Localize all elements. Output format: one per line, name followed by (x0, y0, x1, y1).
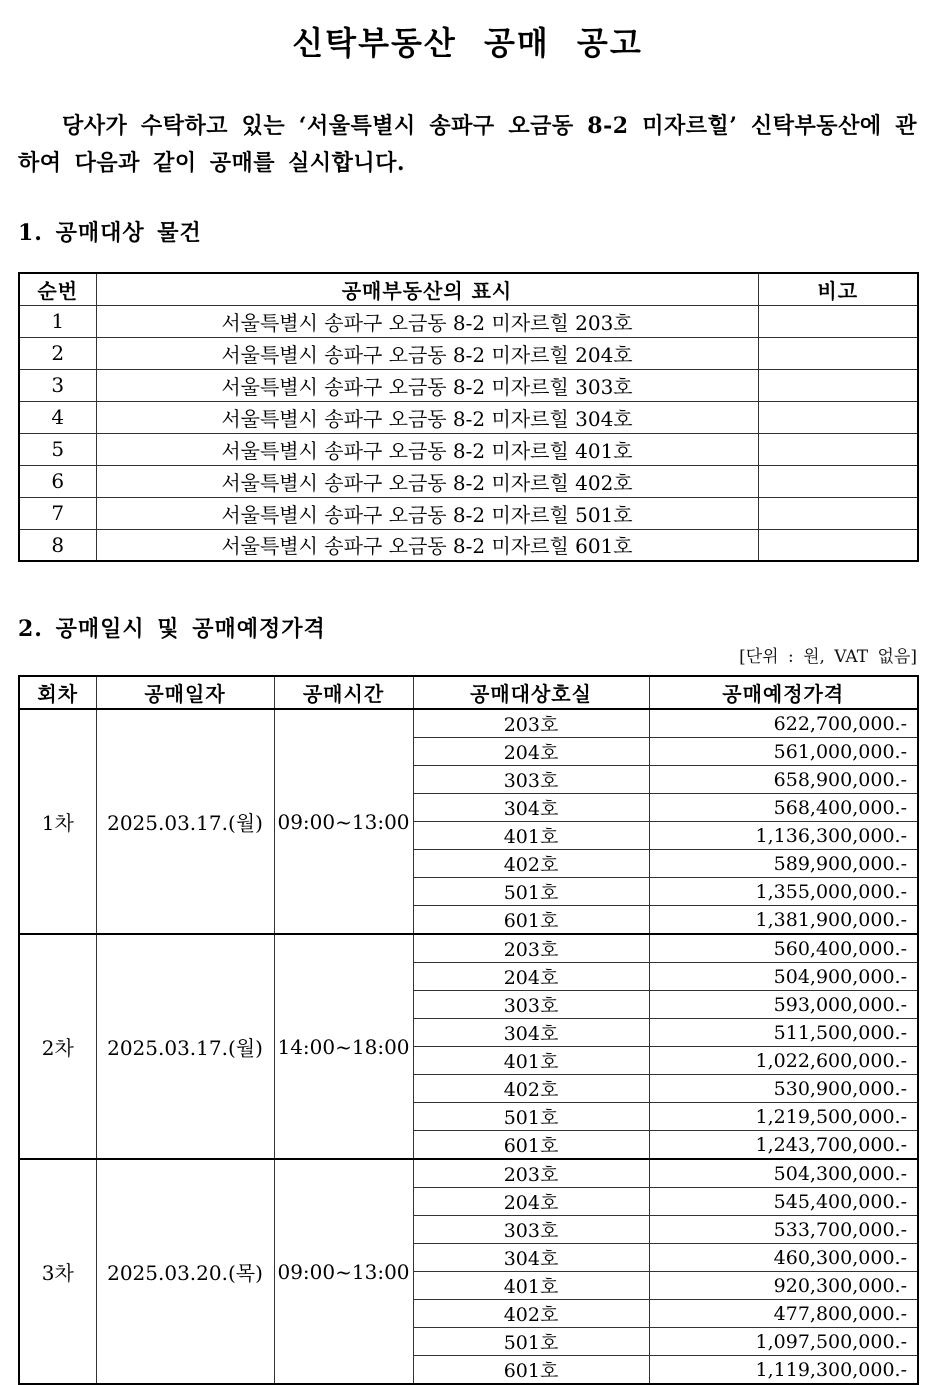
cell-note (758, 497, 918, 529)
cell-time: 09:00~13:00 (274, 709, 413, 934)
cell-note (758, 369, 918, 401)
cell-price: 1,136,300,000.- (649, 822, 918, 850)
cell-no: 7 (19, 497, 96, 529)
cell-room: 304호 (413, 1244, 649, 1272)
property-row (19, 529, 918, 561)
cell-note (758, 337, 918, 369)
cell-note (758, 305, 918, 337)
cell-price: 920,300,000.- (649, 1272, 918, 1300)
cell-price: 560,400,000.- (649, 934, 918, 963)
cell-time: 09:00~13:00 (274, 1159, 413, 1384)
cell-desc: 서울특별시 송파구 오금동 8-2 미자르힐 501호 (96, 497, 758, 529)
cell-room: 203호 (413, 709, 649, 738)
unit-note: [단위 : 원, VAT 없음] (739, 647, 917, 667)
cell-price: 545,400,000.- (649, 1188, 918, 1216)
cell-room: 402호 (413, 850, 649, 878)
header-date: 공매일자 (96, 676, 274, 709)
cell-price: 504,300,000.- (649, 1159, 918, 1188)
page-title: 신탁부동산 공매 공고 (292, 24, 643, 62)
intro-paragraph: 당사가 수탁하고 있는 ‘서울특별시 송파구 오금동 8-2 미자르힐’ 신탁부동산에 관하여 다음과 같이 공매를 실시합니다. (18, 113, 917, 176)
cell-desc: 서울특별시 송파구 오금동 8-2 미자르힐 401호 (96, 433, 758, 465)
cell-date: 2025.03.20.(목) (96, 1159, 274, 1384)
cell-room: 501호 (413, 878, 649, 906)
header-time: 공매시간 (274, 676, 413, 709)
cell-price: 1,097,500,000.- (649, 1328, 918, 1356)
cell-room: 304호 (413, 794, 649, 822)
section2-heading-row (18, 612, 917, 667)
cell-price: 1,022,600,000.- (649, 1047, 918, 1075)
auction-table-header-row (19, 676, 918, 709)
property-table (18, 272, 919, 562)
cell-price: 511,500,000.- (649, 1019, 918, 1047)
cell-room: 303호 (413, 766, 649, 794)
cell-desc: 서울특별시 송파구 오금동 8-2 미자르힐 303호 (96, 369, 758, 401)
property-row (19, 305, 918, 337)
cell-no: 5 (19, 433, 96, 465)
cell-price: 622,700,000.- (649, 709, 918, 738)
cell-desc: 서울특별시 송파구 오금동 8-2 미자르힐 601호 (96, 529, 758, 561)
cell-room: 601호 (413, 906, 649, 935)
property-row (19, 337, 918, 369)
cell-no: 8 (19, 529, 96, 561)
cell-note (758, 433, 918, 465)
auction-schedule-table (18, 675, 919, 1385)
cell-desc: 서울특별시 송파구 오금동 8-2 미자르힐 304호 (96, 401, 758, 433)
cell-price: 530,900,000.- (649, 1075, 918, 1103)
property-row (19, 497, 918, 529)
property-table-header-row (19, 273, 918, 305)
cell-price: 533,700,000.- (649, 1216, 918, 1244)
cell-price: 1,355,000,000.- (649, 878, 918, 906)
auction-row (19, 934, 918, 963)
property-row (19, 433, 918, 465)
cell-room: 601호 (413, 1131, 649, 1160)
cell-room: 203호 (413, 934, 649, 963)
cell-price: 561,000,000.- (649, 738, 918, 766)
cell-room: 203호 (413, 1159, 649, 1188)
cell-price: 1,381,900,000.- (649, 906, 918, 935)
property-row (19, 401, 918, 433)
section2-heading: 2. 공매일시 및 공매예정가격 (18, 616, 326, 642)
header-price: 공매예정가격 (649, 676, 918, 709)
cell-desc: 서울특별시 송파구 오금동 8-2 미자르힐 402호 (96, 465, 758, 497)
cell-room: 501호 (413, 1103, 649, 1131)
header-room: 공매대상호실 (413, 676, 649, 709)
cell-round: 3차 (19, 1159, 96, 1384)
header-round: 회차 (19, 676, 96, 709)
cell-no: 3 (19, 369, 96, 401)
cell-price: 477,800,000.- (649, 1300, 918, 1328)
cell-price: 593,000,000.- (649, 991, 918, 1019)
cell-note (758, 401, 918, 433)
cell-desc: 서울특별시 송파구 오금동 8-2 미자르힐 203호 (96, 305, 758, 337)
cell-time: 14:00~18:00 (274, 934, 413, 1159)
cell-price: 658,900,000.- (649, 766, 918, 794)
cell-room: 501호 (413, 1328, 649, 1356)
cell-room: 304호 (413, 1019, 649, 1047)
cell-room: 303호 (413, 1216, 649, 1244)
cell-date: 2025.03.17.(월) (96, 934, 274, 1159)
header-desc: 공매부동산의 표시 (96, 273, 758, 305)
header-no: 순번 (19, 273, 96, 305)
cell-desc: 서울특별시 송파구 오금동 8-2 미자르힐 204호 (96, 337, 758, 369)
cell-no: 2 (19, 337, 96, 369)
auction-row (19, 1159, 918, 1188)
cell-price: 1,119,300,000.- (649, 1356, 918, 1385)
cell-note (758, 465, 918, 497)
cell-round: 1차 (19, 709, 96, 934)
cell-price: 589,900,000.- (649, 850, 918, 878)
cell-price: 1,243,700,000.- (649, 1131, 918, 1160)
cell-room: 204호 (413, 738, 649, 766)
cell-room: 401호 (413, 822, 649, 850)
cell-date: 2025.03.17.(월) (96, 709, 274, 934)
cell-room: 204호 (413, 963, 649, 991)
cell-room: 601호 (413, 1356, 649, 1385)
cell-price: 568,400,000.- (649, 794, 918, 822)
cell-note (758, 529, 918, 561)
cell-room: 402호 (413, 1300, 649, 1328)
cell-no: 1 (19, 305, 96, 337)
auction-row (19, 709, 918, 738)
cell-round: 2차 (19, 934, 96, 1159)
cell-price: 460,300,000.- (649, 1244, 918, 1272)
cell-no: 6 (19, 465, 96, 497)
cell-room: 401호 (413, 1272, 649, 1300)
section1-heading: 1. 공매대상 물건 (18, 220, 202, 246)
cell-price: 504,900,000.- (649, 963, 918, 991)
cell-room: 204호 (413, 1188, 649, 1216)
cell-room: 401호 (413, 1047, 649, 1075)
header-note: 비고 (758, 273, 918, 305)
cell-room: 402호 (413, 1075, 649, 1103)
cell-room: 303호 (413, 991, 649, 1019)
property-row (19, 369, 918, 401)
cell-price: 1,219,500,000.- (649, 1103, 918, 1131)
cell-no: 4 (19, 401, 96, 433)
property-row (19, 465, 918, 497)
